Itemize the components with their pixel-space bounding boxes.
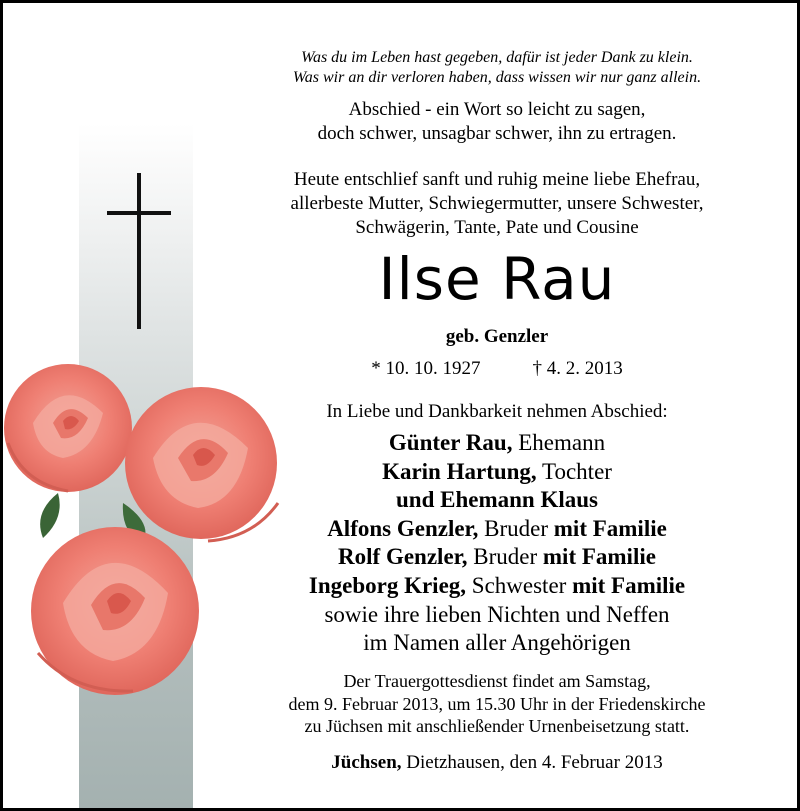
verse-line-1: Abschied - ein Wort so leicht zu sagen, <box>348 99 646 120</box>
mourner: Ingeborg Krieg, Schwester mit Familie <box>308 572 686 598</box>
life-dates <box>233 357 761 381</box>
place: Jüchsen, <box>331 752 402 773</box>
service-line-3: zu Jüchsen mit anschließender Urnenbeisetzung statt. <box>304 716 690 736</box>
mourner: Günter Rau, Ehemann <box>388 430 606 455</box>
intro-line-3: Schwägerin, Tante, Pate und Cousine <box>355 217 639 238</box>
verse-line-2: doch schwer, unsagbar schwer, ihn zu ertragen. <box>317 123 677 144</box>
mourners-list <box>233 429 761 658</box>
maiden-name: geb. Genzler <box>445 326 549 347</box>
service-line-2: dem 9. Februar 2013, um 15.30 Uhr in der Friedenskirche <box>288 693 706 714</box>
intro-line-2: allerbeste Mutter, Schwiegermutter, unsere Schwester, <box>290 193 704 214</box>
rose-top-left <box>4 364 132 492</box>
place-date-rest: Dietzhausen, den 4. Februar 2013 <box>401 752 663 773</box>
mourner: Rolf Genzler, Bruder mit Familie <box>338 544 656 570</box>
birth-date: * 10. 10. 1927 <box>371 358 481 379</box>
deceased-name: Ilse Rau <box>378 245 616 313</box>
place-date <box>233 751 761 775</box>
poem-line-1: Was du im Leben hast gegeben, dafür ist jeder Dank zu klein. <box>301 49 693 66</box>
mourner: Karin Hartung, Tochter <box>382 458 612 484</box>
rose-bottom <box>31 527 199 695</box>
death-date: † 4. 2. 2013 <box>532 358 623 379</box>
service-info <box>233 670 761 738</box>
mourner: Alfons Genzler, Bruder mit Familie <box>327 515 667 541</box>
poem <box>233 48 761 88</box>
closing-line-2: im Namen aller Angehörigen <box>363 630 631 656</box>
intro-line-1: Heute entschlief sanft und ruhig meine liebe Ehefrau, <box>293 169 701 190</box>
mourners-intro: In Liebe und Dankbarkeit nehmen Abschied: <box>326 401 668 422</box>
closing-line-1: sowie ihre lieben Nichten und Neffen <box>324 601 670 627</box>
service-line-1: Der Trauergottesdienst findet am Samstag, <box>343 671 651 691</box>
intro <box>233 168 761 240</box>
poem-line-2: Was wir an dir verloren haben, dass wissen wir nur ganz allein. <box>292 69 702 86</box>
verse <box>233 98 761 146</box>
cross-icon <box>107 173 171 329</box>
mourner: und Ehemann Klaus <box>396 487 598 513</box>
